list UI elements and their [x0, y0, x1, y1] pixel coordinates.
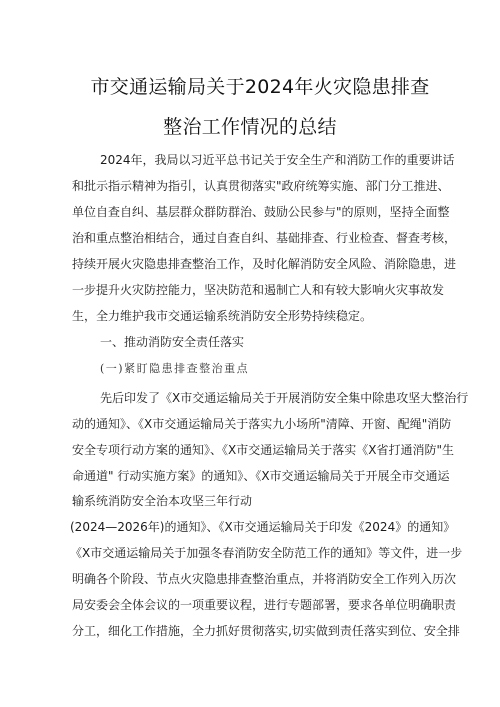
document-title-line-2: 整治工作情况的总结: [163, 116, 337, 138]
paragraph-line: 命通道" 行动实施方案》的通知》、《X市交通运输局关于开展全市交通运: [72, 469, 450, 483]
paragraph-line: 《X市交通运输局关于加强冬春消防安全防范工作的通知》等文件，进一步: [70, 546, 463, 560]
paragraph-line: 动的通知》、《X市交通运输局关于落实九小场所"清障、开窗、配绳"消防: [72, 417, 452, 431]
paragraph-line: 输系统消防安全治本攻坚三年行动: [72, 494, 253, 508]
paragraph-line: 明确各个阶段、节点火灾隐患排查整治重点，并将消防安全工作列入历次: [72, 572, 457, 586]
paragraph-line: 生，全力维护我市交通运输系统消防安全形势持续稳定。: [72, 309, 373, 323]
paragraph-line: 分工，细化工作措施，全力抓好贯彻落实,切实做到责任落实到位、安全排: [72, 624, 460, 638]
paragraph-line: 安全专项行动方案的通知》、《X市交通运输局关于落实《X省打通消防"生: [72, 443, 454, 457]
document-title-line-1: 市交通运输局关于2024年火灾隐患排查: [90, 76, 430, 98]
paragraph-line: (2024—2026年)的通知》、《X市交通运输局关于印发《2024》的通知》: [70, 520, 456, 534]
paragraph-line: 2024年，我局以习近平总书记关于安全生产和消防工作的重要讲话: [100, 153, 455, 167]
paragraph-line: 治和重点整治相结合，通过自查自纠、基础排查、行业检查、督查考核，: [72, 231, 457, 245]
paragraph-line: 持续开展火灾隐患排查整治工作，及时化解消防安全风险、消除隐患，进: [72, 257, 457, 271]
section-heading: 一、推动消防安全责任落实: [100, 335, 245, 349]
paragraph-line: 单位自查自纠、基层群众群防群治、鼓励公民参与"的原则，坚持全面整: [72, 205, 450, 219]
paragraph-line: 和批示指示精神为指引，认真贯彻落实"政府统筹实施、部门分工推进、: [72, 179, 450, 193]
subsection-heading: (一)紧盯隐患排查整治重点: [100, 362, 250, 375]
paragraph-line: 先后印发了《X市交通运输局关于开展消防安全集中除患攻坚大整治行: [100, 391, 469, 405]
paragraph-line: 一步提升火灾防控能力，坚决防范和遏制亡人和有较大影响火灾事故发: [72, 283, 445, 297]
paragraph-line: 局安委会全体会议的一项重要议程，进行专题部署，要求各单位明确职责: [72, 598, 457, 612]
